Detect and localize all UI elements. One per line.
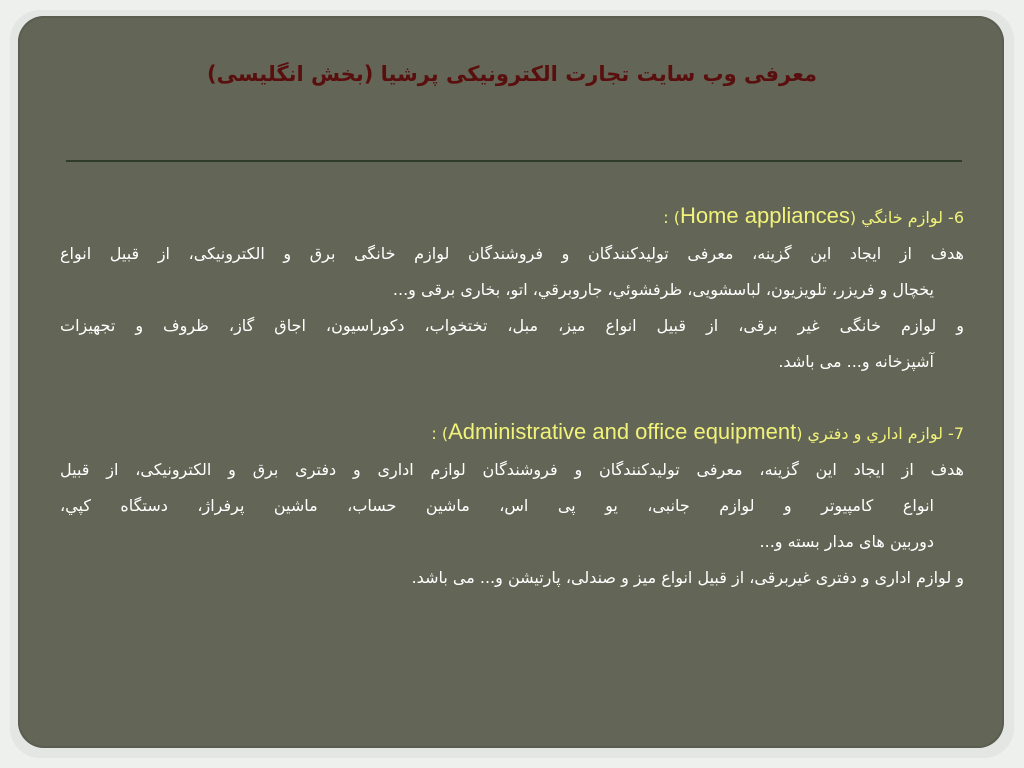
section-6-heading-english: Home appliances <box>679 203 850 228</box>
section-7-line-4: و لوازم اداری و دفتری غیربرقی، از قبیل انواع میز و صندلی، پارتیشن و... می باشد. <box>411 568 964 587</box>
title-divider <box>66 160 962 162</box>
section-6-line-1: هدف از ایجاد این گزینه، معرفی تولیدکنندگان و فروشندگان لوازم خانگی برق و الکترونیکی، از قبیل انواع <box>60 244 964 263</box>
section-7-heading <box>60 414 964 452</box>
section-6-heading-suffix: ) : <box>663 208 680 227</box>
slide-title: معرفی وب سایت تجارت الکترونیکی پرشیا (بخش انگلیسی) <box>207 62 817 86</box>
section-6-heading-prefix: 6- لوازم خانگي ( <box>849 208 964 227</box>
section-7-heading-suffix: ) : <box>431 424 449 443</box>
section-6-line-3: و لوازم خانگی غیر برقی، از قبیل انواع میز، مبل، تختخواب، دکوراسیون، اجاق گاز، ظروف و تجهیزات <box>60 316 964 335</box>
section-6-line-2: یخچال و فریزر، تلویزیون، لباسشویی، ظرفشوئي، جاروبرقي، اتو، بخاری برقی و... <box>392 280 934 299</box>
slide-content <box>60 198 964 596</box>
section-7-line-2: انواع کامپیوتر و لوازم جانبی، یو پی اس، ماشین حساب، ماشین پرفراژ، دستگاه کپي، <box>60 496 934 515</box>
section-7-heading-english: Administrative and office equipment <box>448 419 797 444</box>
section-gap <box>60 380 964 414</box>
section-7-heading-prefix: 7- لوازم اداري و دفتري ( <box>796 424 964 443</box>
section-7-line-1: هدف از ایجاد این گزینه، معرفی تولیدکنندگان و فروشندگان لوازم اداری و دفتری برق و الکترونیکی، از قبیل <box>60 460 964 479</box>
section-6-heading <box>60 198 964 236</box>
section-6-line-4: آشپزخانه و... می باشد. <box>778 352 934 371</box>
section-7-line-3: دوربین های مدار بسته و... <box>759 532 934 551</box>
